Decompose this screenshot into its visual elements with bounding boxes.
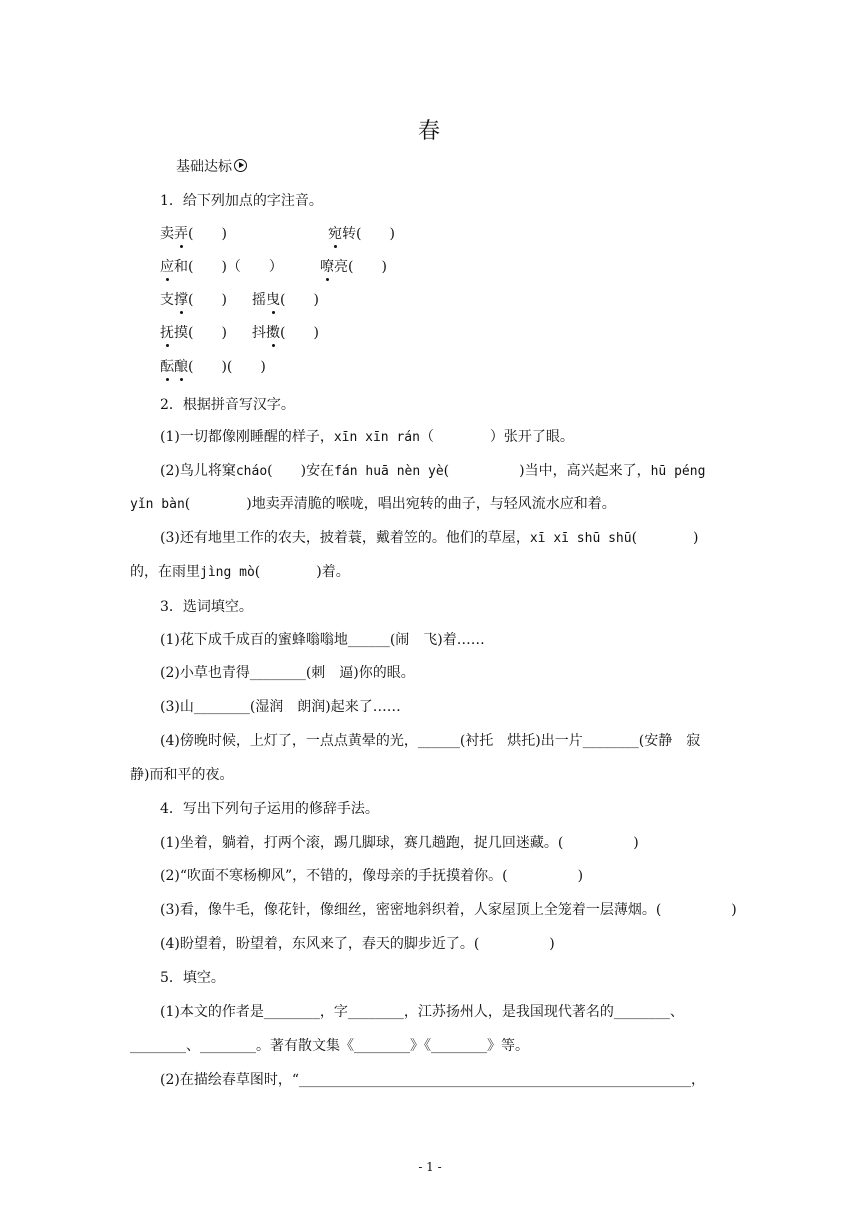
dotted-char: 应 [160,259,174,275]
q4-stem: 4．写出下列句子运用的修辞手法。 [160,801,379,817]
section-label-text: 基础达标 [176,159,232,175]
page-number: - 1 - [418,1160,442,1174]
q4-s3: (3)看，像牛毛，像花针，像细丝，密密地斜织着，人家屋顶上全笼着一层薄烟。( ) [160,902,737,918]
page-title: 春 [417,119,442,144]
q1-row-1: 卖弄( ) 宛转( ) [160,226,395,242]
q4-s4: (4)盼望着，盼望着，东风来了，春天的脚步近了。( ) [160,936,555,952]
q2-s3-cont: 的，在雨里jìng mò( )着。 [130,564,350,580]
q3-s1: (1)花下成千成百的蜜蜂嗡嗡地______(闹 飞)着…… [160,632,485,648]
pinyin: xīn xīn rán [333,430,420,445]
q1-row-5: 酝酿( )( ) [160,359,266,375]
dotted-char: 弄 [174,226,188,242]
q3-s3: (3)山________(湿润 朗润)起来了…… [160,699,401,715]
play-circle-icon [234,159,247,172]
dotted-char: 抚 [160,325,174,341]
dotted-char: 宛 [328,226,342,242]
q2-stem: 2．根据拼音写汉字。 [160,397,295,413]
q5-s2: (2)在描绘春草图时，“________________________________________________________， [160,1072,705,1088]
dotted-char: 嘹 [320,259,334,275]
q2-s3: (3)还有地里工作的农夫，披着蓑，戴着笠的。他们的草屋，xī xī shū shū( ) [160,530,699,546]
q5-s1: (1)本文的作者是________，字________，江苏扬州人，是我国现代著名的________、 [160,1004,684,1020]
dotted-char: 擞 [266,325,280,341]
section-label [176,158,247,176]
q3-s2: (2)小草也青得________(刺 逼)你的眼。 [160,665,415,681]
q1-row-2: 应和( )（ ） 嘹亮( ) [160,259,387,275]
dotted-char: 酝 [160,359,174,375]
q4-s2: (2)“吹面不寒杨柳风”，不错的，像母亲的手抚摸着你。( ) [160,868,584,884]
q5-stem: 5．填空。 [160,970,225,986]
dotted-char: 曳 [266,292,280,308]
dotted-char: 撑 [174,292,188,308]
q4-s1: (1)坐着，躺着，打两个滚，踢几脚球，赛几趟跑，捉几回迷藏。( ) [160,835,639,851]
q2-s1: (1)一切都像刚睡醒的样子，xīn xīn rán（ ）张开了眼。 [160,429,574,445]
q3-stem: 3．选词填空。 [160,599,253,615]
q1-row-3: 支撑( ) 摇曳( ) [160,292,319,308]
q1-stem: 1．给下列加点的字注音。 [160,193,323,209]
q5-s1-cont: ________、________。著有散文集《________》《________》等。 [130,1038,529,1054]
q1-row-4: 抚摸( ) 抖擞( ) [160,325,319,341]
q2-s2-cont: yǐn bàn( )地卖弄清脆的喉咙，唱出宛转的曲子，与轻风流水应和着。 [130,496,616,512]
q2-s2: (2)鸟儿将窠cháo( )安在fán huā nèn yè( )当中，高兴起来了，hū péng [160,463,706,479]
q3-s4: (4)傍晚时候，上灯了，一点点黄晕的光，______(衬托 烘托)出一片________(安静 寂 [160,733,701,749]
dotted-char: 酿 [174,359,188,375]
q3-s4-cont: 静)而和平的夜。 [130,767,234,783]
